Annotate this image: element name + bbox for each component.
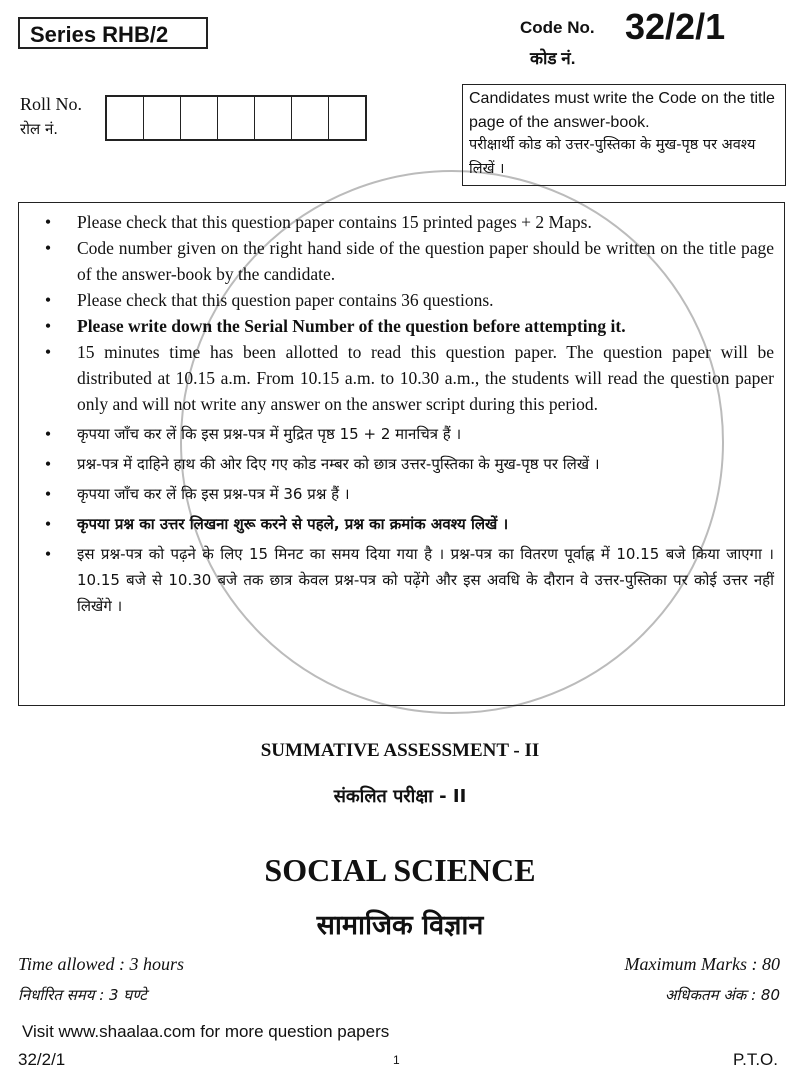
roll-number-box[interactable]	[181, 97, 218, 139]
instruction-item	[19, 481, 774, 507]
series-label: Series RHB/2	[18, 17, 208, 49]
instruction-item	[19, 421, 774, 447]
code-label: Code No.	[520, 18, 595, 37]
instruction-item	[19, 287, 774, 313]
maximum-marks-hindi: अधिकतम अंक : 80	[664, 986, 780, 1004]
instruction-text: 15 minutes time has been allotted to read this question paper. The question paper will be distributed at 10.15 a.m. From 10.15 a.m. to 10.30 a.m., the students will read the question paper only and will not write any answer on the answer script during this period.	[77, 342, 774, 414]
roll-number-box[interactable]	[144, 97, 181, 139]
bullet-icon: •	[44, 544, 52, 564]
candidate-note-box	[462, 84, 786, 186]
bullet-icon: •	[44, 290, 52, 310]
bullet-icon: •	[44, 514, 52, 534]
instruction-text: कृपया जाँच कर लें कि इस प्रश्न-पत्र में 36 प्रश्न हैं ।	[77, 485, 350, 503]
instruction-text: Please check that this question paper contains 36 questions.	[77, 290, 494, 310]
candidate-note: Candidates must write the Code on the title page of the answer-book.	[469, 90, 775, 131]
instruction-item	[19, 511, 774, 537]
footer-code: 32/2/1	[18, 1050, 66, 1069]
roll-number-box[interactable]	[218, 97, 255, 139]
time-allowed-hindi: निर्धारित समय : 3 घण्टे	[18, 986, 147, 1004]
instruction-item	[19, 313, 774, 339]
roll-number-box[interactable]	[255, 97, 292, 139]
instruction-text: कृपया जाँच कर लें कि इस प्रश्न-पत्र में मुद्रित पृष्ठ 15 + 2 मानचित्र हैं ।	[77, 425, 462, 443]
bullet-icon: •	[44, 454, 52, 474]
roll-label-en: Roll No.	[20, 94, 83, 114]
bullet-icon: •	[44, 424, 52, 444]
instruction-text: कृपया प्रश्न का उत्तर लिखना शुरू करने से पहले, प्रश्न का क्रमांक अवश्य लिखें ।	[77, 515, 509, 533]
instruction-item	[19, 235, 774, 287]
roll-number-box[interactable]	[329, 97, 365, 139]
instruction-item	[19, 339, 774, 417]
time-allowed: Time allowed : 3 hours	[18, 954, 185, 974]
instructions-box	[18, 202, 785, 706]
bullet-icon: •	[44, 316, 52, 336]
pto-label: P.T.O.	[732, 1050, 778, 1069]
bullet-icon: •	[44, 342, 52, 362]
candidate-note-hindi: परीक्षार्थी कोड को उत्तर-पुस्तिका के मुख-पृष्ठ पर अवश्य लिखें ।	[469, 137, 756, 177]
maximum-marks: Maximum Marks : 80	[624, 954, 780, 974]
assessment-title: SUMMATIVE ASSESSMENT - II	[260, 740, 540, 761]
instruction-text: Code number given on the right hand side of the question paper should be written on the title page of the answer-book by the candidate.	[77, 238, 774, 284]
roll-number-label	[20, 92, 82, 142]
instruction-item	[19, 541, 774, 619]
bullet-icon: •	[44, 212, 52, 232]
instruction-text: Please write down the Serial Number of the question before attempting it.	[77, 316, 626, 336]
roll-number-boxes[interactable]	[105, 95, 367, 141]
page-number: 1	[393, 1053, 400, 1067]
instruction-text: प्रश्न-पत्र में दाहिने हाथ की ओर दिए गए कोड नम्बर को छात्र उत्तर-पुस्तिका के मुख-पृष्ठ पर लिखें ।	[77, 455, 600, 473]
subject-title: SOCIAL SCIENCE	[264, 852, 536, 888]
instruction-text: इस प्रश्न-पत्र को पढ़ने के लिए 15 मिनट का समय दिया गया है । प्रश्न-पत्र का वितरण पूर्वाह्न में 10.15 बजे किया जाएगा । 10.15 बजे से 10.30 बजे तक छात्र केवल प्रश्न-पत्र को पढ़ेंगे और इस अवधि के दौरान वे उत्तर-पुस्तिका पर कोई उत्तर नहीं लिखेंगे ।	[77, 545, 774, 615]
assessment-title-hindi: संकलित परीक्षा - II	[333, 786, 467, 807]
code-label-hindi: कोड नं.	[530, 49, 576, 68]
roll-number-box[interactable]	[292, 97, 329, 139]
roll-label-hi: रोल नं.	[20, 120, 59, 138]
bullet-icon: •	[44, 484, 52, 504]
roll-number-box[interactable]	[107, 97, 144, 139]
code-number: 32/2/1	[625, 6, 726, 47]
instruction-item	[19, 209, 774, 235]
bullet-icon: •	[44, 238, 52, 258]
subject-title-hindi: सामाजिक विज्ञान	[316, 910, 484, 941]
instruction-text: Please check that this question paper contains 15 printed pages + 2 Maps.	[77, 212, 592, 232]
footer-visit-link[interactable]: Visit www.shaalaa.com for more question papers	[22, 1022, 390, 1041]
instruction-item	[19, 451, 774, 477]
